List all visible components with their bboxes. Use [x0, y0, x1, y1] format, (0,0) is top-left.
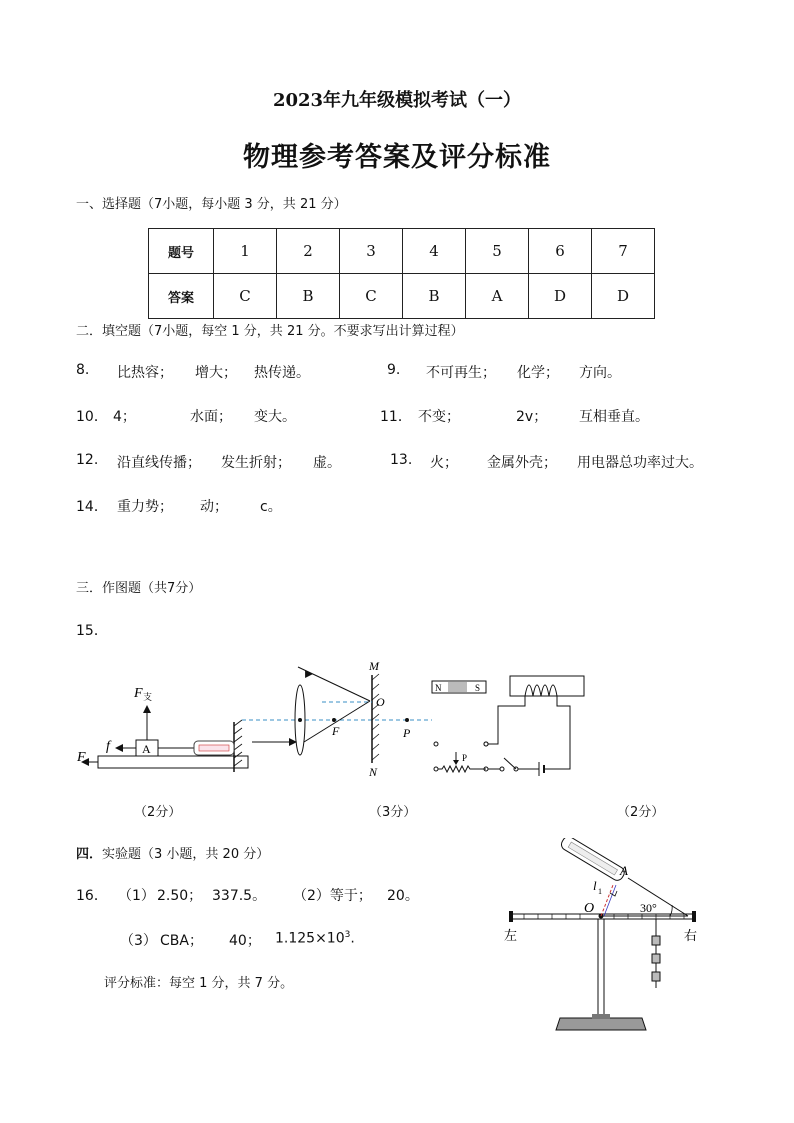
- q16-answer-4: CBA；: [160, 933, 203, 949]
- focus-label: F: [332, 724, 340, 738]
- q8-answer-3: 热传递。: [254, 365, 310, 381]
- mirror-label-n: N: [369, 765, 378, 779]
- pull-string: [628, 878, 688, 916]
- question-number: 2: [277, 229, 340, 274]
- answer-cell: C: [214, 274, 277, 319]
- q14-number: 14．: [76, 499, 108, 515]
- left-label: 左: [504, 928, 518, 943]
- q16-part3: （3）: [120, 933, 157, 949]
- row-label-answer: 答案: [149, 274, 214, 319]
- q15-number: 15．: [76, 623, 108, 639]
- right-label: 右: [684, 928, 698, 943]
- angle-label: 30°: [640, 901, 657, 915]
- point-p: [405, 718, 409, 722]
- table-row: [149, 229, 655, 274]
- q13-answer-3: 用电器总功率过大。: [577, 455, 703, 471]
- q12-answer-2: 发生折射；: [221, 455, 291, 471]
- magnet-s-pole: S: [475, 683, 481, 693]
- q10-answer-1: 4；: [113, 409, 136, 425]
- rheostat: [438, 766, 486, 772]
- q9-answer-3: 方向。: [579, 365, 621, 381]
- exam-title: 2023年九年级模拟考试（一）: [272, 90, 522, 111]
- section4-heading: 实验题（3 小题，共 20 分）: [102, 847, 270, 862]
- electromagnet-core: [510, 676, 584, 696]
- q12-answer-3: 虚。: [313, 455, 341, 471]
- q14-answer-3: c。: [260, 499, 282, 515]
- fulcrum-o-label: O: [584, 901, 595, 916]
- support-force-label: F: [134, 686, 143, 701]
- question-number: 5: [466, 229, 529, 274]
- lever-arm-subscript: 1: [598, 887, 602, 896]
- q11-answer-3: 互相垂直。: [579, 409, 649, 425]
- section2-heading: 二．填空题（7小题，每空 1 分，共 21 分。不要求写出计算过程）: [76, 324, 464, 339]
- q14-answer-1: 重力势；: [117, 499, 173, 515]
- support-force-subscript: 支: [143, 692, 153, 702]
- q8-answer-1: 比热容；: [117, 365, 173, 381]
- q16-answer-6: $1.125\times 10^3$.: [275, 930, 355, 947]
- weight: [652, 936, 660, 945]
- lever-arm-label: l: [593, 878, 597, 893]
- question-number: 1: [214, 229, 277, 274]
- grading-note: 评分标准：每空 1 分，共 7 分。: [104, 976, 294, 991]
- answer-table: [148, 228, 655, 319]
- point-o-label: O: [376, 695, 385, 709]
- q16-number: 16．: [76, 888, 108, 904]
- answer-cell: B: [277, 274, 340, 319]
- q11-answer-2: 2v；: [516, 409, 548, 425]
- q10-number: 10．: [76, 409, 108, 425]
- q8-answer-2: 增大；: [195, 365, 237, 381]
- q12-answer-1: 沿直线传播；: [117, 455, 201, 471]
- answer-cell: C: [340, 274, 403, 319]
- friction-label: f: [106, 739, 110, 754]
- board: [98, 756, 248, 768]
- force-diagram: [72, 680, 252, 775]
- q9-answer-1: 不可再生；: [426, 365, 496, 381]
- table-row: [149, 274, 655, 319]
- document-title: 物理参考答案及评分标准: [243, 142, 551, 173]
- pull-force-label: F: [77, 750, 86, 765]
- question-number: 6: [529, 229, 592, 274]
- q10-answer-3: 变大。: [254, 409, 296, 425]
- stand-pole: [598, 916, 604, 1018]
- lever-arm-l1: [601, 885, 613, 916]
- answer-cell: D: [592, 274, 655, 319]
- section1-heading: 一、选择题（7小题，每小题 3 分，共 21 分）: [76, 197, 347, 212]
- magnet-n-pole: N: [435, 683, 442, 693]
- question-number: 7: [592, 229, 655, 274]
- q12-number: 12.: [76, 452, 99, 468]
- point-p-label: P: [403, 726, 411, 740]
- q16-answer-2: 337.5。: [212, 888, 267, 904]
- focus-point: [332, 718, 336, 722]
- q13-number: 13.: [390, 452, 413, 468]
- q10-answer-2: 水面；: [190, 409, 232, 425]
- incident-ray: [298, 667, 370, 701]
- point-a-label: A: [620, 863, 628, 878]
- fig3-score: （2分）: [617, 805, 665, 820]
- fig2-score: （3分）: [369, 805, 417, 820]
- q14-answer-2: 动；: [200, 499, 228, 515]
- weight: [652, 972, 660, 981]
- circuit-diagram: [430, 668, 590, 780]
- answer-cell: B: [403, 274, 466, 319]
- q16-part2: （2）等于；: [293, 888, 372, 904]
- q16-part1: （1）: [118, 888, 155, 904]
- question-number: 4: [403, 229, 466, 274]
- optics-diagram: [242, 655, 437, 780]
- q11-answer-1: 不变；: [418, 409, 460, 425]
- q16-answer-5: 40；: [229, 933, 261, 949]
- answer-cell: A: [466, 274, 529, 319]
- answer-cell: D: [529, 274, 592, 319]
- q13-answer-2: 金属外壳；: [487, 455, 557, 471]
- row-label-number: 题号: [149, 229, 214, 274]
- question-number: 3: [340, 229, 403, 274]
- q9-number: 9.: [387, 362, 401, 378]
- block-a-label: A: [142, 742, 151, 756]
- slider-p-label: P: [462, 753, 468, 763]
- section4-heading-prefix: 四．: [76, 847, 103, 862]
- q16-answer-3: 20。: [387, 888, 419, 904]
- mirror-label-m: M: [369, 659, 379, 673]
- lever-diagram: [500, 838, 710, 1038]
- weight: [652, 954, 660, 963]
- fig1-score: （2分）: [134, 805, 182, 820]
- q9-answer-2: 化学；: [517, 365, 559, 381]
- q8-number: 8.: [76, 362, 90, 378]
- q16-answer-1: 2.50；: [157, 888, 203, 904]
- q13-answer-1: 火；: [430, 455, 458, 471]
- stand-base: [556, 1018, 646, 1030]
- section3-heading: 三．作图题（共7分）: [76, 581, 202, 596]
- q11-number: 11．: [380, 409, 412, 425]
